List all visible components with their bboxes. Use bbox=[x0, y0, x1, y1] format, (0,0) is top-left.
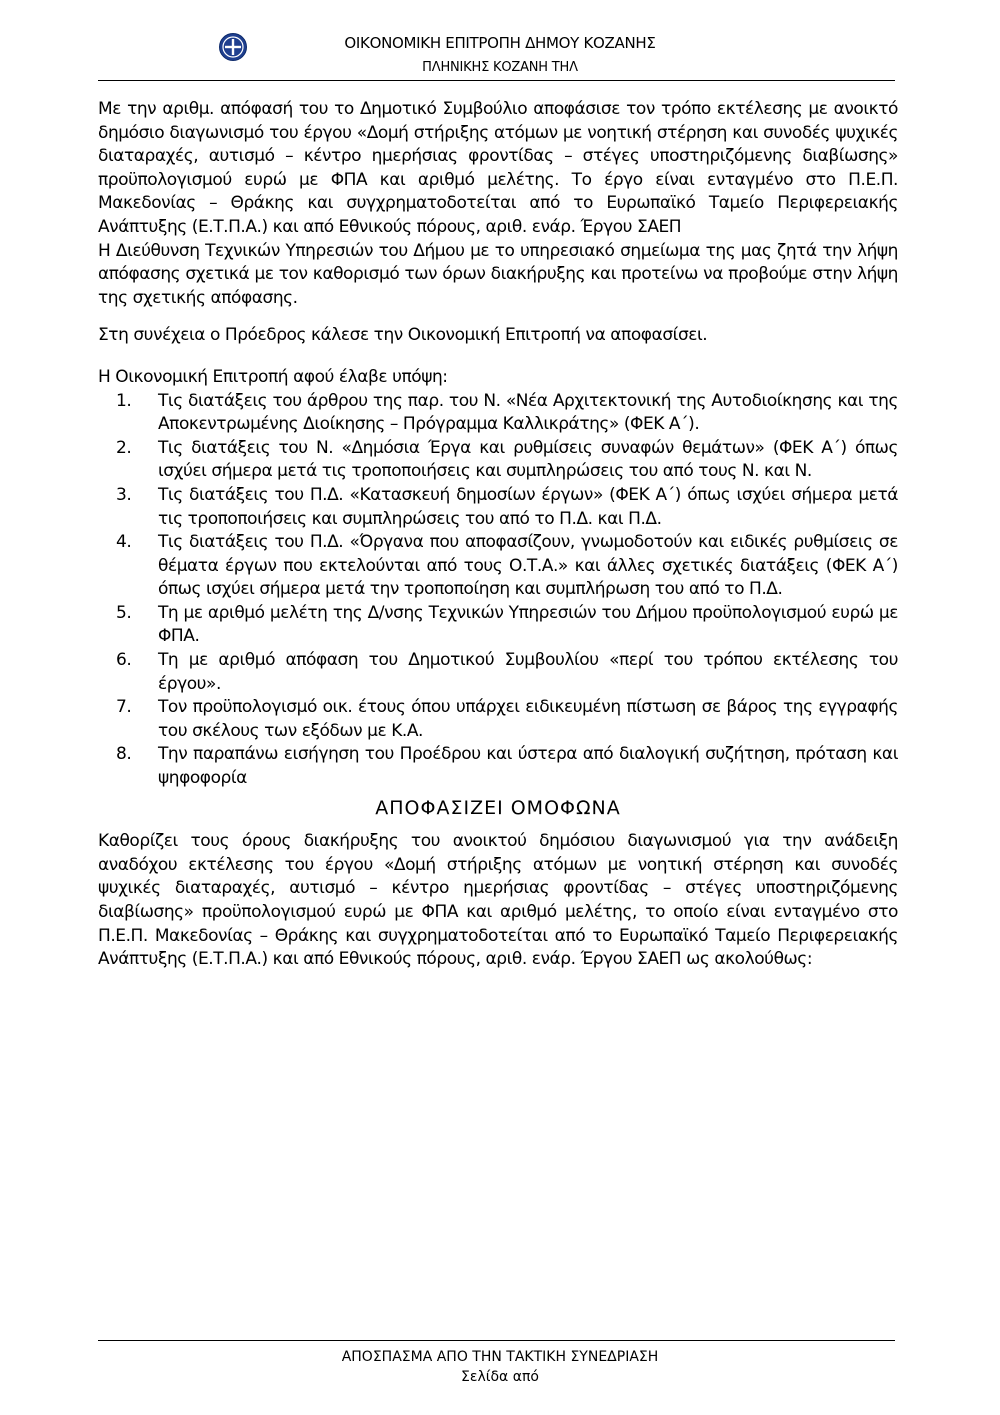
footer-divider bbox=[98, 1340, 895, 1341]
list-item bbox=[98, 696, 898, 743]
list-item-number: 3. bbox=[116, 484, 132, 505]
document-footer bbox=[0, 1347, 1000, 1387]
list-item-text: Τις διατάξεις του Ν. «Δημόσια Έργα και ρυθμίσεις συναφών θεμάτων» (ΦΕΚ Α΄) όπως ισχύει σήμερα μετά τις τροποποιήσεις και συμπληρώσεις του από τους Ν. και Ν. bbox=[158, 437, 898, 482]
list-item-text: Τη με αριθμό απόφαση του Δημοτικού Συμβουλίου «περί του τρόπου εκτέλεσης του έργου». bbox=[158, 650, 898, 694]
service-paragraph: Η Διεύθυνση Τεχνικών Υπηρεσιών του Δήμου με το υπηρεσιακό σημείωμα της μας ζητά την λήψη απόφασης σχετικά με τον καθορισμό των όρων διακήρυξης και προτείνω να προβούμε στην λήψη της σχετικής απόφασης. bbox=[98, 240, 898, 308]
header-organization: ΟΙΚΟΝΟΜΙΚΗ ΕΠΙΤΡΟΠΗ ΔΗΜΟΥ ΚΟΖΑΝΗΣ bbox=[344, 34, 656, 52]
list-item-number: 2. bbox=[116, 437, 132, 458]
list-item bbox=[98, 390, 898, 437]
list-item-number: 8. bbox=[116, 744, 132, 765]
list-item bbox=[98, 743, 898, 790]
list-item bbox=[98, 484, 898, 531]
list-item-text: Τις διατάξεις του Π.Δ. «Κατασκευή δημοσίων έργων» (ΦΕΚ Α΄) όπως ισχύει σήμερα μετά τις τροποποιήσεις και συμπληρώσεις του από το Π.Δ. και Π.Δ. bbox=[158, 484, 898, 529]
footer-title: ΑΠΟΣΠΑΣΜΑ ΑΠΟ ΤΗΝ ΤΑΚΤΙΚΗ ΣΥΝΕΔΡΙΑΣΗ bbox=[341, 1349, 659, 1365]
list-item-number: 5. bbox=[116, 602, 132, 623]
document-header bbox=[0, 30, 1000, 75]
list-item bbox=[98, 649, 898, 696]
document-body bbox=[98, 98, 898, 972]
decision-paragraph: Καθορίζει τους όρους διακήρυξης του ανοικτού δημόσιου διαγωνισμού για την ανάδειξη αναδόχου εκτέλεσης του έργου «Δομή στήριξης ατόμων με νοητική στέρηση και συνοδές ψυχικές διαταραχές, αυτισμό – κέντρο ημερήσιας φροντίδας – στέγες υποστηριζόμενης διαβίωσης» προϋπολογισμού ευρώ με ΦΠΑ και αριθμό μελέτης, το οποίο είναι ενταγμένο στο Π.Ε.Π. Μακεδονίας – Θράκης και συγχρηματοδοτείται από το Ευρωπαϊκό Ταμείο Περιφερειακής Ανάπτυξης (Ε.Τ.Π.Α.) και από Εθνικούς πόρους, αριθ. ενάρ. Έργου ΣΑΕΠ ως ακολούθως: bbox=[98, 831, 898, 970]
list-item-text: Τον προϋπολογισμό οικ. έτους όπου υπάρχει ειδικευμένη πίστωση σε βάρος της εγγραφής του σκέλους των εξόδων με Κ.Α. bbox=[158, 697, 898, 741]
list-item-number: 6. bbox=[116, 650, 132, 671]
list-item-text: Τη με αριθμό μελέτη της Δ/νσης Τεχνικών Υπηρεσιών του Δήμου προϋπολογισμού ευρώ με ΦΠΑ. bbox=[158, 602, 898, 647]
list-item-number: 4. bbox=[116, 532, 132, 553]
list-item-text: Τις διατάξεις του Π.Δ. «Όργανα που αποφασίζουν, γνωμοδοτούν και ειδικές ρυθμίσεις σε θέματα έργων που εκτελούνται από τους Ο.Τ.Α.» και άλλες σχετικές διατάξεις (ΦΕΚ Α΄) όπως ισχύει σήμερα μετά την τροποποίηση και συμπλήρωση του από το Π.Δ. bbox=[158, 532, 898, 600]
footer-page-number: Σελίδα από bbox=[461, 1369, 539, 1385]
decision-title: ΑΠΟΦΑΣΙΖΕΙ ΟΜΟΦΩΝΑ bbox=[375, 796, 621, 819]
list-item bbox=[98, 437, 898, 484]
committee-line: Η Οικονομική Επιτροπή αφού έλαβε υπόψη: bbox=[98, 366, 448, 387]
list-item bbox=[98, 602, 898, 649]
header-divider bbox=[98, 80, 895, 81]
considerations-list bbox=[98, 390, 898, 791]
intro-paragraph: Με την αριθμ. απόφασή του το Δημοτικό Συμβούλιο αποφάσισε τον τρόπο εκτέλεσης με ανοικτό δημόσιο διαγωνισμό του έργου «Δομή στήριξης ατόμων με νοητική στέρηση και συνοδές ψυχικές διαταραχές, αυτισμό – κέντρο ημερήσιας φροντίδας – στέγες υποστηριζόμενης διαβίωσης» προϋπολογισμού ευρώ με ΦΠΑ και αριθμό μελέτης. Το έργο είναι ενταγμένο στο Π.Ε.Π. Μακεδονίας – Θράκης και συγχρηματοδοτείται από το Ευρωπαϊκό Ταμείο Περιφερειακής Ανάπτυξης (Ε.Τ.Π.Α.) και από Εθνικούς πόρους, αριθ. ενάρ. Έργου ΣΑΕΠ bbox=[98, 99, 898, 237]
list-item-text: Την παραπάνω εισήγηση του Προέδρου και ύστερα από διαλογική συζήτηση, πρόταση και ψηφοφορία bbox=[158, 744, 898, 789]
list-item-number: 7. bbox=[116, 697, 132, 718]
list-item-text: Τις διατάξεις του άρθρου της παρ. του Ν. «Νέα Αρχιτεκτονική της Αυτοδιοίκησης και της Αποκεντρωμένης Διοίκησης – Πρόγραμμα Καλλικράτης» (ΦΕΚ Α΄). bbox=[158, 390, 898, 435]
chair-paragraph: Στη συνέχεια ο Πρόεδρος κάλεσε την Οικονομική Επιτροπή να αποφασίσει. bbox=[98, 325, 708, 346]
header-address: ΠΛΗΝΙΚΗΣ ΚΟΖΑΝΗ ΤΗΛ bbox=[422, 60, 578, 75]
list-item-number: 1. bbox=[116, 390, 132, 411]
list-item bbox=[98, 531, 898, 602]
